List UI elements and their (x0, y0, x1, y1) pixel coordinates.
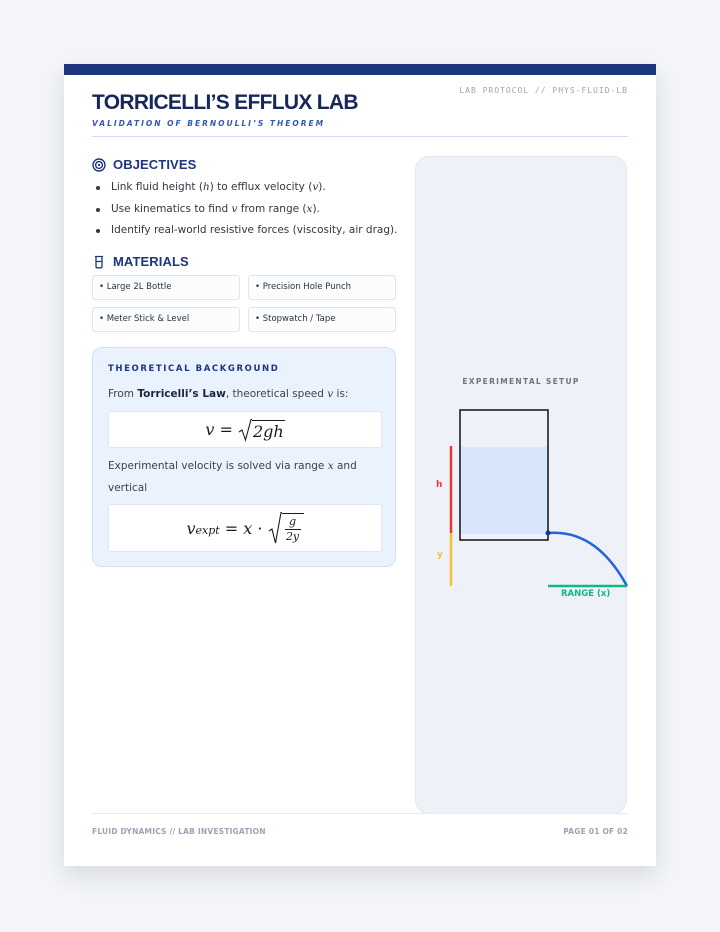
theory-title: THEORETICAL BACKGROUND (108, 364, 280, 374)
theory-paragraph-2: Experimental velocity is solved via range x and vertical (108, 460, 357, 494)
sqrt-icon (268, 511, 282, 545)
objectives-label: OBJECTIVES (113, 157, 197, 172)
setup-diagram (416, 157, 628, 815)
setup-panel (415, 156, 627, 814)
page-title: TORRICELLI’S EFFLUX LAB (92, 91, 358, 114)
header-accent-bar (64, 64, 656, 75)
lab-sheet (64, 64, 656, 866)
water-volume (460, 447, 548, 534)
materials-label: MATERIALS (113, 254, 189, 269)
list-item: Link fluid height (h) to efflux velocity (v). (94, 179, 397, 201)
objectives-list (94, 179, 397, 244)
protocol-code: LAB PROTOCOL // PHYS-FLUID-LB (459, 86, 628, 95)
page-number: PAGE 01 OF 02 (563, 827, 628, 836)
list-item: Identify real-world resistive forces (viscosity, air drag). (94, 222, 397, 244)
material-item: • Precision Hole Punch (248, 275, 396, 300)
height-label: h (436, 480, 443, 490)
material-item: • Large 2L Bottle (92, 275, 240, 300)
setup-title: EXPERIMENTAL SETUP (462, 377, 580, 386)
materials-heading (92, 254, 189, 269)
header-divider (92, 136, 628, 137)
water-jet-trajectory (548, 533, 627, 586)
objectives-heading (92, 157, 196, 172)
list-item: Use kinematics to find v from range (x). (94, 201, 397, 223)
efflux-hole (546, 531, 551, 536)
material-item: • Stopwatch / Tape (248, 307, 396, 332)
formula-experimental: v $_{expt}$ = x · g 2y (108, 504, 382, 552)
drop-label: y (437, 550, 443, 560)
page-subtitle: VALIDATION OF BERNOULLI’S THEOREM (92, 119, 326, 128)
footer-divider (92, 813, 628, 814)
theory-card (92, 347, 396, 567)
target-icon (92, 158, 106, 172)
range-label: RANGE (x) (561, 589, 611, 599)
sqrt-icon (238, 418, 252, 442)
material-item: • Meter Stick & Level (92, 307, 240, 332)
footer-left-text: FLUID DYNAMICS // LAB INVESTIGATION (92, 827, 266, 836)
beaker-icon (92, 255, 106, 269)
formula-theoretical: v = 2gh (108, 411, 382, 448)
theory-paragraph-1: From Torricelli’s Law, theoretical speed v is: (108, 388, 349, 400)
